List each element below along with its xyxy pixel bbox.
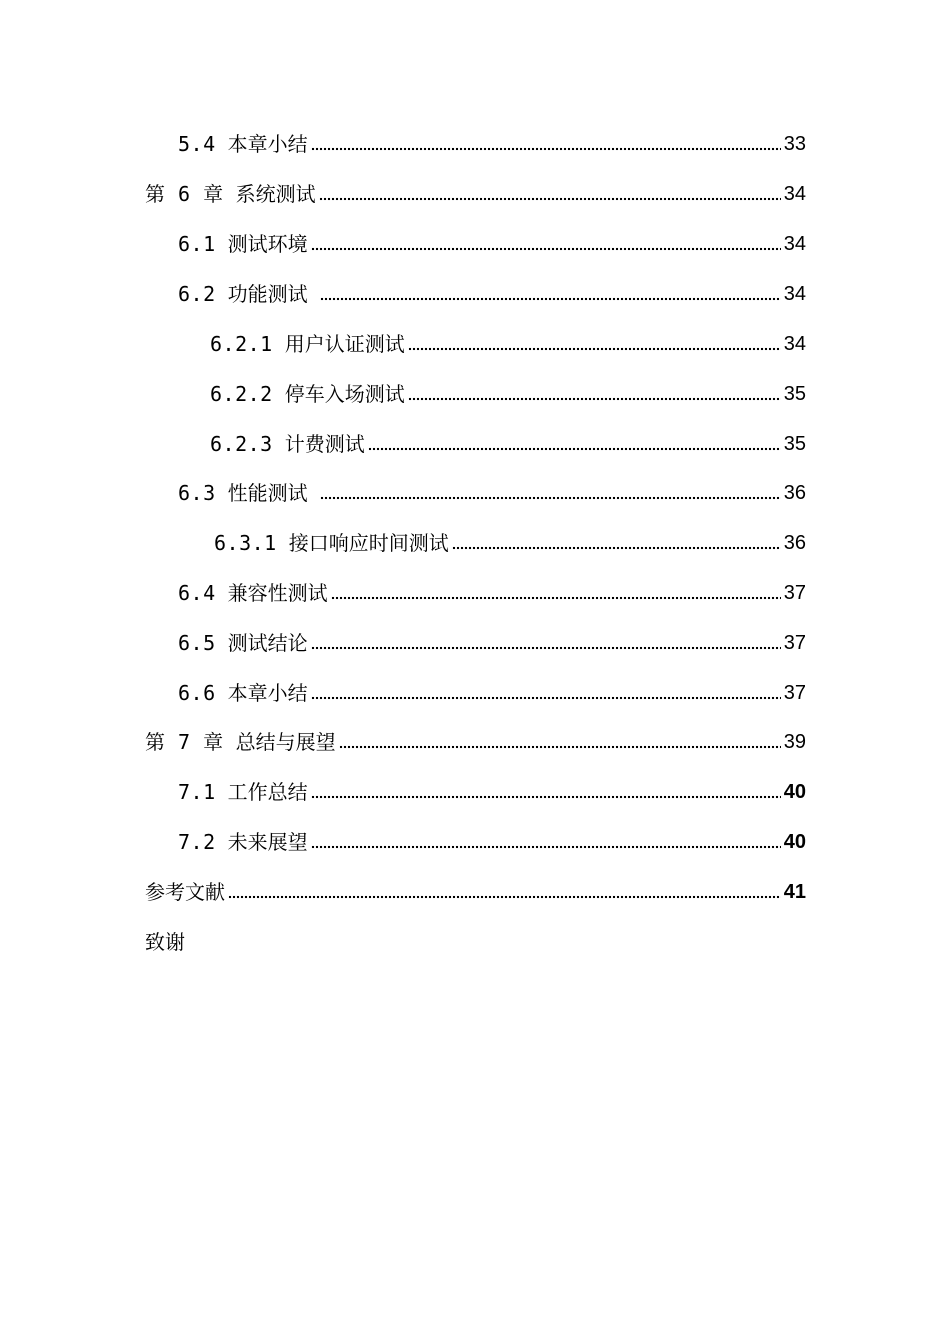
section-number: 6.3 — [178, 481, 216, 505]
subsection-title: 用户认证测试 — [284, 332, 405, 356]
dot-leader — [311, 247, 781, 251]
subsection-number: 6.3.1 — [214, 531, 277, 555]
toc-entry[interactable] — [178, 276, 806, 306]
dot-leader — [452, 546, 781, 550]
section-number: 6.6 — [178, 681, 216, 705]
section-title: 本章小结 — [227, 681, 308, 705]
toc-entry[interactable] — [178, 126, 806, 156]
section-number: 7.2 — [178, 830, 216, 854]
subsection-title: 停车入场测试 — [284, 382, 405, 406]
chapter-number: 第 7 章 — [145, 730, 224, 754]
page-number: 35 — [783, 433, 806, 455]
references-title: 参考文献 — [145, 880, 225, 904]
dot-leader — [311, 646, 781, 650]
section-number: 6.5 — [178, 631, 216, 655]
toc-entry[interactable] — [145, 724, 806, 754]
section-number: 6.1 — [178, 232, 216, 256]
section-title: 本章小结 — [227, 132, 308, 156]
page-number: 41 — [783, 881, 806, 903]
chapter-title: 系统测试 — [235, 182, 316, 206]
toc-entry[interactable] — [210, 376, 806, 406]
subsection-title: 计费测试 — [284, 432, 365, 456]
chapter-title: 总结与展望 — [235, 730, 336, 754]
dot-leader — [331, 596, 781, 600]
toc-entry[interactable] — [178, 824, 806, 854]
section-number: 6.4 — [178, 581, 216, 605]
subsection-number: 6.2.1 — [210, 332, 273, 356]
section-title: 兼容性测试 — [227, 581, 328, 605]
page-number: 37 — [783, 582, 806, 604]
section-title: 性能测试 — [227, 481, 308, 505]
subsection-title: 接口响应时间测试 — [288, 531, 449, 555]
dot-leader — [319, 197, 781, 201]
dot-leader — [228, 895, 781, 899]
toc-entry[interactable] — [178, 625, 806, 655]
section-title: 测试结论 — [227, 631, 308, 655]
toc-entry[interactable] — [178, 575, 806, 605]
section-number: 5.4 — [178, 132, 216, 156]
toc-entry[interactable] — [178, 774, 806, 804]
dot-leader — [320, 496, 781, 500]
toc-entry[interactable] — [178, 226, 806, 256]
page-number: 40 — [783, 831, 806, 853]
page-number: 35 — [783, 383, 806, 405]
toc-entry[interactable] — [145, 874, 806, 904]
toc-entry[interactable] — [145, 924, 345, 954]
toc-entry[interactable] — [210, 326, 806, 356]
page-number: 34 — [783, 233, 806, 255]
page-number: 34 — [783, 183, 806, 205]
toc-entry[interactable] — [145, 176, 806, 206]
page-number: 37 — [783, 682, 806, 704]
section-title: 工作总结 — [227, 780, 308, 804]
page-number: 39 — [783, 731, 806, 753]
toc-entry[interactable] — [178, 675, 806, 705]
subsection-number: 6.2.2 — [210, 382, 273, 406]
toc-entry[interactable] — [214, 525, 806, 555]
section-number: 7.1 — [178, 780, 216, 804]
dot-leader — [311, 795, 781, 799]
toc-entry[interactable] — [178, 475, 806, 505]
page-number: 36 — [783, 532, 806, 554]
section-title: 功能测试 — [227, 282, 308, 306]
dot-leader — [311, 147, 781, 151]
page-number: 34 — [783, 283, 806, 305]
chapter-number: 第 6 章 — [145, 182, 224, 206]
dot-leader — [368, 447, 781, 451]
dot-leader — [408, 397, 781, 401]
section-title: 未来展望 — [227, 830, 308, 854]
page-number: 34 — [783, 333, 806, 355]
dot-leader — [311, 845, 781, 849]
page-number: 37 — [783, 632, 806, 654]
acknowledgements-title: 致谢 — [145, 930, 185, 954]
toc-entry[interactable] — [210, 426, 806, 456]
dot-leader — [311, 696, 781, 700]
page-number: 40 — [783, 781, 806, 803]
subsection-number: 6.2.3 — [210, 432, 273, 456]
dot-leader — [339, 745, 781, 749]
dot-leader — [320, 297, 781, 301]
dot-leader — [408, 347, 781, 351]
page-number: 36 — [783, 482, 806, 504]
section-title: 测试环境 — [227, 232, 308, 256]
page-number: 33 — [783, 133, 806, 155]
section-number: 6.2 — [178, 282, 216, 306]
